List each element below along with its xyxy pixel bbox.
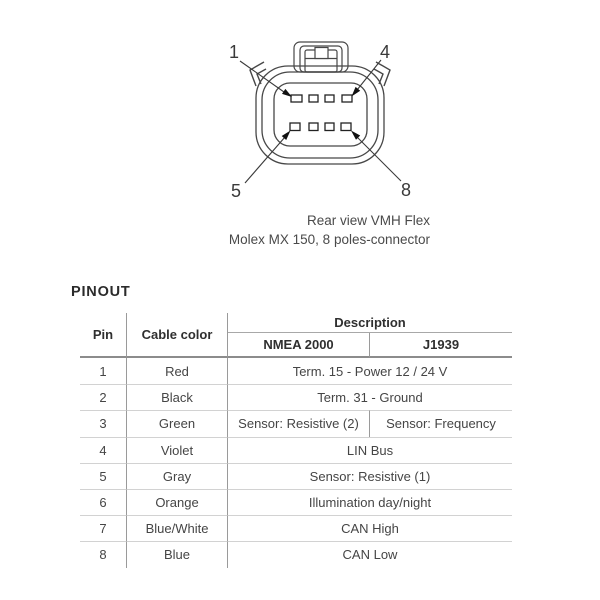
caption-line-2: Molex MX 150, 8 poles-connector bbox=[228, 232, 430, 247]
description-nmea-cell: Sensor: Resistive (2) bbox=[228, 410, 370, 436]
pinout-title: PINOUT bbox=[71, 284, 131, 300]
pin-cell: 6 bbox=[80, 489, 127, 515]
pin-cell: 7 bbox=[80, 515, 127, 541]
cable-color-cell: Blue bbox=[127, 541, 228, 567]
header-pin: Pin bbox=[80, 313, 127, 358]
cable-color-cell: Orange bbox=[127, 489, 228, 515]
pin-4-contact bbox=[342, 95, 352, 102]
pin-cell: 3 bbox=[80, 410, 127, 436]
pin-8-contact bbox=[341, 123, 351, 131]
pin-2-contact bbox=[309, 95, 318, 102]
cable-color-cell: Red bbox=[127, 358, 228, 384]
header-description: Description bbox=[228, 313, 512, 333]
cable-color-cell: Black bbox=[127, 384, 228, 410]
cable-color-cell: Violet bbox=[127, 437, 228, 463]
pin-1-label: 1 bbox=[228, 42, 240, 62]
pin-4-label: 4 bbox=[379, 42, 391, 62]
pin-cell: 2 bbox=[80, 384, 127, 410]
latch-housing bbox=[294, 42, 348, 72]
pin-cell: 4 bbox=[80, 437, 127, 463]
description-j1939-cell: Sensor: Frequency bbox=[370, 410, 512, 436]
header-j1939: J1939 bbox=[370, 333, 512, 358]
pin-3-contact bbox=[325, 95, 334, 102]
pin-5-label: 5 bbox=[230, 181, 242, 201]
description-cell: LIN Bus bbox=[228, 437, 512, 463]
pin-1-contact bbox=[291, 95, 302, 102]
cable-color-cell: Blue/White bbox=[127, 515, 228, 541]
diagram-caption bbox=[180, 211, 430, 249]
cable-color-cell: Gray bbox=[127, 463, 228, 489]
pin-5-contact bbox=[290, 123, 300, 131]
pin-cell: 1 bbox=[80, 358, 127, 384]
pin-cell: 8 bbox=[80, 541, 127, 567]
pin-contacts bbox=[290, 95, 352, 131]
pin-cell: 5 bbox=[80, 463, 127, 489]
description-cell: Term. 15 - Power 12 / 24 V bbox=[292, 363, 448, 379]
cable-color-cell: Green bbox=[127, 410, 228, 436]
description-cell: Sensor: Resistive (1) bbox=[228, 463, 512, 489]
description-cell: CAN Low bbox=[228, 541, 512, 567]
pinout-table bbox=[80, 313, 512, 568]
description-cell: Term. 31 - Ground bbox=[228, 384, 512, 410]
header-cable-color: Cable color bbox=[127, 313, 228, 358]
pin-7-contact bbox=[325, 123, 334, 131]
header-nmea2000: NMEA 2000 bbox=[228, 333, 370, 358]
caption-line-1: Rear view VMH Flex bbox=[306, 213, 430, 228]
description-cell: Illumination day/night bbox=[228, 489, 512, 515]
pin-8-label: 8 bbox=[400, 180, 412, 200]
pin-6-contact bbox=[309, 123, 318, 131]
description-cell: CAN High bbox=[228, 515, 512, 541]
